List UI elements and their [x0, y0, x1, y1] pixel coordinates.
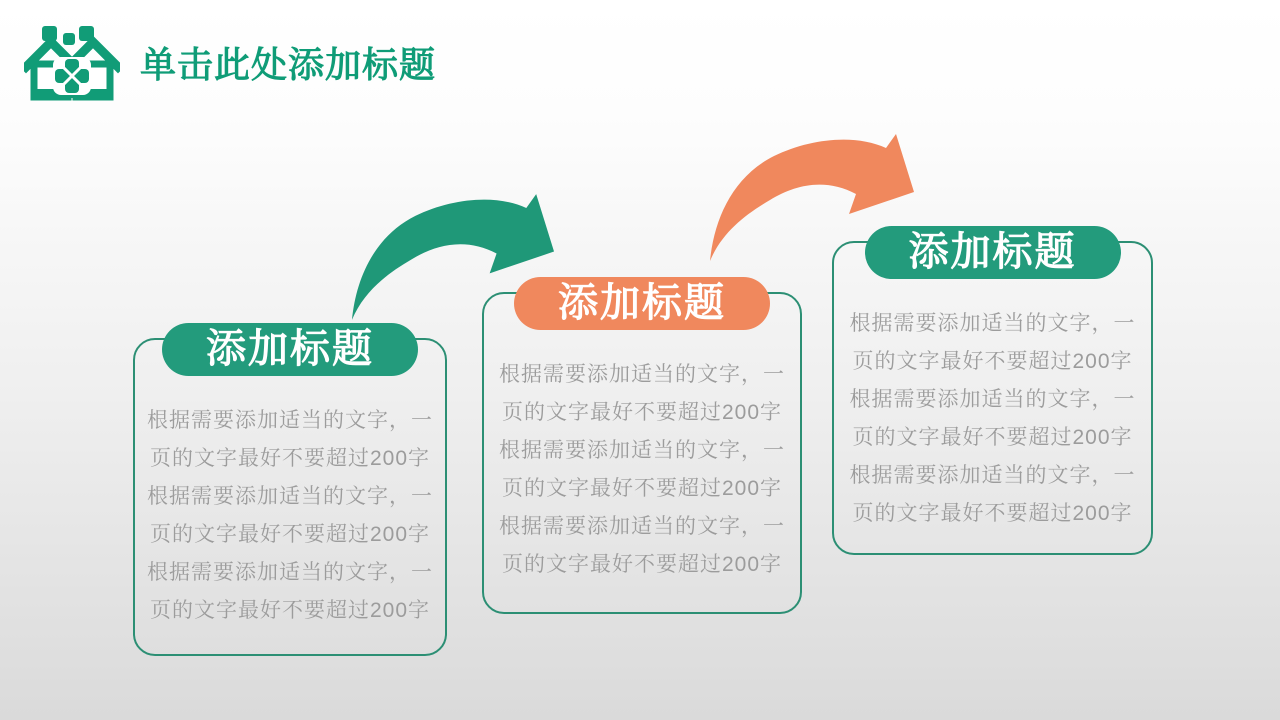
body-line: 根据需要添加适当的文字，一 [499, 515, 785, 538]
body-line: 根据需要添加适当的文字，一 [849, 464, 1136, 487]
slide-header [24, 22, 436, 102]
body-line: 根据需要添加适当的文字，一 [849, 312, 1136, 335]
step-card-3-body[interactable] [844, 305, 1141, 533]
body-line: 页的文字最好不要超过200字 [501, 477, 783, 500]
step-card-2[interactable] [482, 281, 802, 614]
step-card-1-title-pill[interactable]: 添加标题 [162, 323, 418, 376]
body-line: 页的文字最好不要超过200字 [852, 502, 1133, 525]
step-card-2-title-pill[interactable]: 添加标题 [514, 277, 770, 330]
body-line: 页的文字最好不要超过200字 [149, 447, 431, 470]
body-line: 根据需要添加适当的文字，一 [849, 388, 1136, 411]
step-card-3[interactable] [832, 230, 1153, 555]
body-line: 页的文字最好不要超过200字 [501, 401, 783, 424]
body-line: 页的文字最好不要超过200字 [149, 599, 431, 622]
body-line: 页的文字最好不要超过200字 [149, 523, 431, 546]
step-card-1-body[interactable] [145, 402, 435, 630]
body-line: 页的文字最好不要超过200字 [501, 553, 783, 576]
step-card-1[interactable] [133, 327, 447, 656]
body-line: 页的文字最好不要超过200字 [852, 426, 1133, 449]
body-line: 根据需要添加适当的文字，一 [147, 485, 433, 508]
step-card-3-title-pill[interactable]: 添加标题 [865, 226, 1121, 279]
community-health-logo-icon [24, 22, 120, 102]
body-line: 根据需要添加适当的文字，一 [499, 363, 785, 386]
body-line: 根据需要添加适当的文字，一 [147, 409, 433, 432]
body-line: 根据需要添加适当的文字，一 [499, 439, 785, 462]
step-card-2-body[interactable] [494, 356, 790, 584]
body-line: 页的文字最好不要超过200字 [852, 350, 1133, 373]
body-line: 根据需要添加适当的文字，一 [147, 561, 433, 584]
page-title[interactable]: 单击此处添加标题 [140, 43, 437, 85]
